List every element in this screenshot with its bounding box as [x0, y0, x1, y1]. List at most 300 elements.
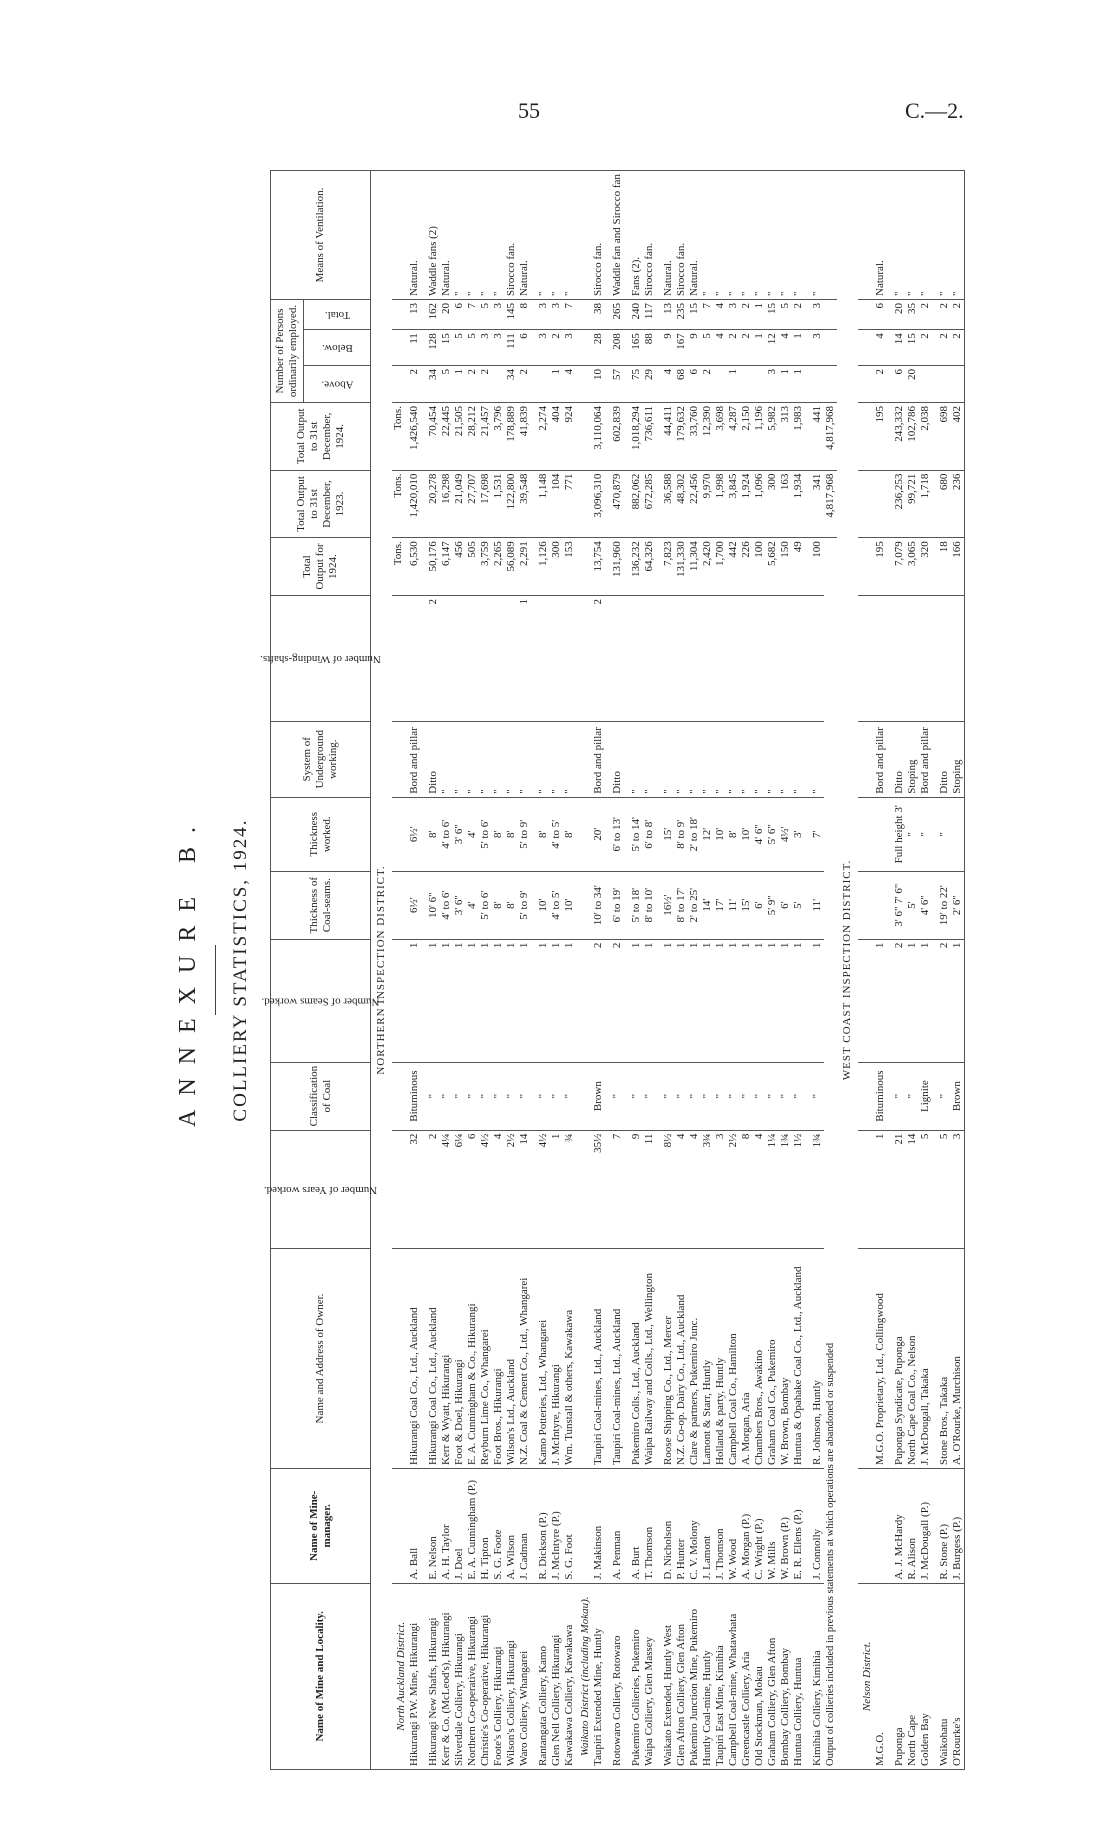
table-cell: 11': [727, 871, 740, 939]
table-cell: North Cape Coal Co., Nelson: [906, 1249, 919, 1469]
district-row: [837, 171, 858, 1770]
table-cell: 4: [753, 1130, 766, 1248]
table-cell: Golden Bay: [919, 1583, 932, 1769]
table-row: [874, 171, 887, 1770]
table-cell: 3: [563, 330, 576, 366]
table-cell: 1: [550, 365, 563, 402]
table-cell: 8': [727, 797, 740, 871]
table-cell: 3: [492, 330, 505, 366]
header-system: System of Underground working.: [271, 721, 371, 797]
table-cell: [874, 595, 887, 721]
table-cell: 8' to 9': [675, 797, 688, 871]
table-cell: [440, 595, 453, 721]
table-cell: 8': [492, 797, 505, 871]
table-cell: ": [537, 721, 550, 797]
table-cell: 33,760: [688, 403, 701, 471]
table-cell: E. A. Cunningham (P.): [466, 1469, 479, 1584]
table-cell: 1: [662, 939, 675, 1062]
table-cell: Bord and pillar: [874, 721, 887, 797]
table-cell: 6' to 13': [611, 797, 624, 871]
table-cell: ": [492, 1062, 505, 1130]
note-row: [824, 171, 837, 1770]
table-cell: 153: [563, 538, 576, 596]
table-row: [440, 171, 453, 1770]
table-cell: 3: [951, 1130, 965, 1248]
table-cell: 300: [550, 538, 563, 596]
table-cell: 10': [714, 797, 727, 871]
table-cell: 2: [919, 330, 932, 366]
table-cell: Wilson's Colliery, Hikurangi: [505, 1583, 518, 1769]
empty-cell: [858, 939, 874, 1062]
table-row: [408, 171, 421, 1770]
table-cell: ": [550, 721, 563, 797]
table-cell: 150: [779, 538, 792, 596]
abandoned-note: Output of collieries included in previous statements at which operations are abandoned or suspended: [824, 538, 837, 1770]
table-cell: Bord and pillar: [408, 721, 421, 797]
table-cell: J. Makinson: [592, 1469, 605, 1584]
table-cell: 6: [518, 330, 531, 366]
table-cell: ": [906, 1062, 919, 1130]
empty-cell: [858, 330, 874, 366]
table-cell: 3: [550, 300, 563, 330]
table-cell: 505: [466, 538, 479, 596]
table-cell: J. Doel: [453, 1469, 466, 1584]
table-cell: 2: [518, 365, 531, 402]
table-cell: 4,287: [727, 403, 740, 471]
subdistrict-label: North Auckland District.: [392, 1583, 408, 1769]
table-cell: ": [893, 171, 906, 300]
table-cell: 163: [779, 470, 792, 538]
table-cell: M.G.O. Proprietary, Ltd., Collingwood: [874, 1249, 887, 1469]
table-cell: 3': [792, 797, 805, 871]
table-cell: 1: [630, 939, 643, 1062]
table-cell: 8½: [662, 1130, 675, 1248]
table-cell: 2: [938, 330, 951, 366]
table-cell: [951, 595, 965, 721]
table-cell: 1: [492, 939, 505, 1062]
subhead-row: [858, 171, 874, 1770]
table-cell: 1: [727, 365, 740, 402]
table-cell: 5' 9": [766, 871, 779, 939]
table-cell: Waro Colliery, Whangarei: [518, 1583, 531, 1769]
table-cell: 1,998: [714, 470, 727, 538]
table-cell: 70,454: [427, 403, 440, 471]
table-row: [893, 171, 906, 1770]
empty-cell: [858, 721, 874, 797]
table-cell: 1: [537, 939, 550, 1062]
table-cell: J. McIntyre (P.): [550, 1469, 563, 1584]
table-cell: 10' to 34': [592, 871, 605, 939]
table-cell: 11,304: [688, 538, 701, 596]
header-seams: [261, 939, 380, 1062]
table-cell: 672,285: [643, 470, 656, 538]
table-cell: 15: [766, 300, 779, 330]
table-cell: 1,934: [792, 470, 805, 538]
table-cell: 122,800: [505, 470, 518, 538]
table-cell: 3: [811, 300, 824, 330]
table-cell: 8': [505, 871, 518, 939]
table-cell: ": [727, 171, 740, 300]
table-cell: 6½': [408, 797, 421, 871]
table-cell: A. Burt: [630, 1469, 643, 1584]
district-title: NORTHERN INSPECTION DISTRICT.: [371, 171, 393, 1770]
table-cell: 15': [740, 871, 753, 939]
table-cell: [479, 595, 492, 721]
empty-cell: [392, 939, 408, 1062]
table-row: [727, 171, 740, 1770]
table-cell: 15: [688, 300, 701, 330]
table-cell: E. R. Ellens (P.): [792, 1469, 805, 1584]
table-row: [662, 171, 675, 1770]
table-cell: Roose Shipping Co., Ltd., Mercer: [662, 1249, 675, 1469]
table-cell: 4½: [479, 1130, 492, 1248]
table-cell: 4: [714, 300, 727, 330]
rotated-sheet: [150, 170, 1110, 1770]
empty-cell: [858, 403, 874, 471]
table-cell: [951, 365, 965, 402]
table-cell: 3,065: [906, 538, 919, 596]
table-cell: ": [505, 721, 518, 797]
table-cell: Stoping: [906, 721, 919, 797]
table-cell: 5: [701, 330, 714, 366]
table-cell: 240: [630, 300, 643, 330]
table-cell: C. V. Molony: [688, 1469, 701, 1584]
table-cell: 1: [779, 365, 792, 402]
table-cell: W. Brown, Bombay: [779, 1249, 792, 1469]
table-cell: 924: [563, 403, 576, 471]
table-cell: 1,148: [537, 470, 550, 538]
table-cell: N.Z. Coal & Cement Co., Ltd., Whangarei: [518, 1249, 531, 1469]
note-output-1923: 4,817,968: [824, 470, 837, 538]
empty-cell: Tons.: [392, 470, 408, 538]
table-cell: 470,879: [611, 470, 624, 538]
table-cell: 2: [919, 300, 932, 330]
table-cell: 15: [906, 330, 919, 366]
table-cell: [675, 595, 688, 721]
table-cell: 2: [592, 595, 605, 721]
table-cell: [688, 595, 701, 721]
table-row: [919, 171, 932, 1770]
table-cell: [740, 595, 753, 721]
table-cell: Graham Colliery, Glen Afton: [766, 1583, 779, 1769]
table-cell: Natural.: [688, 171, 701, 300]
table-cell: 4' to 6': [440, 871, 453, 939]
table-cell: [714, 595, 727, 721]
table-cell: 2: [893, 939, 906, 1062]
table-cell: 20: [906, 365, 919, 402]
header-persons: Number of Persons ordinarily employed.: [271, 300, 304, 403]
table-cell: 1: [701, 939, 714, 1062]
table-cell: 1: [792, 939, 805, 1062]
empty-cell: [858, 1130, 874, 1248]
table-row: [753, 171, 766, 1770]
table-cell: [779, 595, 792, 721]
heading-rule: [215, 945, 216, 1015]
table-cell: 1: [408, 939, 421, 1062]
empty-cell: [392, 1469, 408, 1584]
table-cell: Holland & party, Huntly: [714, 1249, 727, 1469]
table-row: [675, 171, 688, 1770]
table-cell: Taupiri Coal-mines, Ltd., Auckland: [611, 1249, 624, 1469]
table-cell: ": [811, 1062, 824, 1130]
table-cell: Brown: [951, 1062, 965, 1130]
table-cell: 441: [811, 403, 824, 471]
table-cell: 2: [938, 939, 951, 1062]
table-cell: 5: [919, 1130, 932, 1248]
table-cell: 1: [874, 939, 887, 1062]
table-cell: 1,426,540: [408, 403, 421, 471]
table-cell: P. Hunter: [675, 1469, 688, 1584]
table-cell: 4' to 5': [550, 797, 563, 871]
empty-cell: [858, 797, 874, 871]
empty-cell: [392, 797, 408, 871]
table-cell: ": [938, 1062, 951, 1130]
table-cell: Foot Bros., Hikurangi: [492, 1249, 505, 1469]
table-cell: ": [479, 171, 492, 300]
table-cell: 236: [951, 470, 965, 538]
table-cell: 56,089: [505, 538, 518, 596]
header-shafts-label: Number of Winding-shafts.: [260, 652, 381, 665]
table-cell: 1: [550, 939, 563, 1062]
table-cell: 6,147: [440, 538, 453, 596]
header-total: [304, 300, 371, 330]
table-cell: Hikurangi New Shafts, Hikurangi: [427, 1583, 440, 1769]
table-cell: [630, 595, 643, 721]
table-cell: 102,786: [906, 403, 919, 471]
table-cell: 236,253: [893, 470, 906, 538]
table-cell: 3,759: [479, 538, 492, 596]
table-cell: 167: [675, 330, 688, 366]
header-thickness-worked: Thickness worked.: [271, 797, 371, 871]
table-cell: ": [479, 1062, 492, 1130]
table-cell: 5,682: [766, 538, 779, 596]
table-cell: ": [893, 1062, 906, 1130]
table-cell: 1,018,294: [630, 403, 643, 471]
table-cell: 2,038: [919, 403, 932, 471]
table-cell: Kerr & Wyatt, Hikurangi: [440, 1249, 453, 1469]
table-cell: 4: [662, 365, 675, 402]
table-cell: N.Z. Co-op. Dairy Co., Ltd., Auckland: [675, 1249, 688, 1469]
table-cell: 11: [643, 1130, 656, 1248]
table-cell: 2½: [727, 1130, 740, 1248]
table-cell: A. O'Rourke, Murchison: [951, 1249, 965, 1469]
table-cell: J. McIntyre, Hikurangi: [550, 1249, 563, 1469]
table-cell: 1: [688, 939, 701, 1062]
page-number: 55: [518, 98, 540, 123]
empty-cell: [392, 1130, 408, 1248]
table-cell: Sirocco fan.: [675, 171, 688, 300]
table-cell: 2: [951, 330, 965, 366]
table-cell: Rotowaro Colliery, Rotowaro: [611, 1583, 624, 1769]
table-cell: 1: [466, 939, 479, 1062]
table-cell: ": [753, 171, 766, 300]
table-cell: 75: [630, 365, 643, 402]
table-cell: Silverdale Colliery, Hikurangi: [453, 1583, 466, 1769]
table-cell: J. McDougall (P.): [919, 1469, 932, 1584]
table-row: [492, 171, 505, 1770]
table-cell: Natural.: [408, 171, 421, 300]
table-cell: 235: [675, 300, 688, 330]
table-cell: 1: [766, 939, 779, 1062]
table-cell: ": [727, 1062, 740, 1130]
table-cell: 1: [440, 939, 453, 1062]
header-below-label: Below.: [321, 342, 353, 355]
table-cell: ": [701, 171, 714, 300]
table-cell: 9,970: [701, 470, 714, 538]
table-cell: 179,632: [675, 403, 688, 471]
empty-cell: Tons.: [392, 403, 408, 471]
table-cell: 10': [740, 797, 753, 871]
table-cell: ": [466, 171, 479, 300]
table-cell: 14: [893, 330, 906, 366]
table-cell: 3: [537, 330, 550, 366]
table-cell: 12: [766, 330, 779, 366]
table-cell: 300: [766, 470, 779, 538]
table-cell: ": [550, 1062, 563, 1130]
table-cell: ": [938, 171, 951, 300]
table-cell: 2: [611, 939, 624, 1062]
table-cell: Sirocco fan.: [592, 171, 605, 300]
table-cell: 2: [592, 939, 605, 1062]
table-cell: ": [440, 721, 453, 797]
table-cell: 3: [537, 300, 550, 330]
table-cell: 4' to 6': [440, 797, 453, 871]
table-cell: Ditto: [427, 721, 440, 797]
table-cell: [550, 595, 563, 721]
table-cell: 17,698: [479, 470, 492, 538]
table-cell: 1,700: [714, 538, 727, 596]
table-cell: Sirocco fan.: [505, 171, 518, 300]
table-cell: 34: [505, 365, 518, 402]
table-cell: ": [643, 721, 656, 797]
table-cell: 5' to 14': [630, 797, 643, 871]
table-cell: [563, 595, 576, 721]
table-cell: 145: [505, 300, 518, 330]
table-cell: Rantangata Colliery, Kamo: [537, 1583, 550, 1769]
table-cell: A. J. McHardy: [893, 1469, 906, 1584]
table-cell: Hikurangi Coal Co., Ltd., Auckland: [427, 1249, 440, 1469]
table-row: [906, 171, 919, 1770]
table-cell: S. G. Foote: [492, 1469, 505, 1584]
table-cell: 1: [874, 1130, 887, 1248]
table-row: [453, 171, 466, 1770]
empty-cell: [392, 365, 408, 402]
table-row: [537, 171, 550, 1770]
annexure-heading: ANNEXURE B.: [175, 813, 201, 1127]
table-cell: 1: [453, 939, 466, 1062]
table-cell: 5: [938, 1130, 951, 1248]
header-manager: Name of Mine-manager.: [271, 1469, 371, 1584]
table-cell: ": [688, 1062, 701, 1130]
header-years-label: Number of Years worked.: [263, 1183, 378, 1196]
table-cell: 2: [701, 365, 714, 402]
table-cell: ": [811, 171, 824, 300]
colliery-statistics-table: [260, 170, 965, 1770]
table-cell: 5: [479, 300, 492, 330]
table-title: COLLIERY STATISTICS, 1924.: [230, 818, 251, 1122]
table-cell: [938, 595, 951, 721]
table-cell: 1,196: [753, 403, 766, 471]
table-cell: Kimihia Colliery, Kimihia: [811, 1583, 824, 1769]
table-cell: 8' to 17': [675, 871, 688, 939]
empty-cell: [392, 300, 408, 330]
table-cell: H. Tipton: [479, 1469, 492, 1584]
table-cell: Glen Nell Colliery, Hikurangi: [550, 1583, 563, 1769]
header-below: [304, 330, 371, 366]
table-cell: North Cape: [906, 1583, 919, 1769]
empty-cell: [392, 171, 408, 300]
table-cell: ": [766, 721, 779, 797]
table-cell: 4: [874, 330, 887, 366]
table-cell: [408, 595, 421, 721]
table-cell: 100: [811, 538, 824, 596]
table-cell: ": [643, 1062, 656, 1130]
table-cell: Natural.: [440, 171, 453, 300]
table-cell: ": [919, 797, 932, 871]
empty-cell: [392, 1249, 408, 1469]
table-cell: 16,298: [440, 470, 453, 538]
table-cell: ": [701, 721, 714, 797]
table-cell: 3: [766, 365, 779, 402]
table-cell: 2: [951, 300, 965, 330]
table-cell: ": [727, 721, 740, 797]
table-cell: 7: [701, 300, 714, 330]
table-cell: 2' to 18': [688, 797, 701, 871]
table-cell: 2,150: [740, 403, 753, 471]
table-cell: Kawakawa Colliery, Kawakawa: [563, 1583, 576, 1769]
table-cell: 13: [408, 300, 421, 330]
table-cell: 21: [893, 1130, 906, 1248]
table-cell: ": [714, 721, 727, 797]
table-cell: 22,445: [440, 403, 453, 471]
table-cell: Hikurangi P.W. Mine, Hikurangi: [408, 1583, 421, 1769]
table-cell: 736,611: [643, 403, 656, 471]
header-shafts: [260, 595, 381, 721]
table-cell: ": [662, 721, 675, 797]
table-cell: [714, 365, 727, 402]
table-cell: [811, 595, 824, 721]
table-cell: 5' to 6': [479, 871, 492, 939]
table-cell: ¾: [563, 1130, 576, 1248]
table-cell: 12': [701, 797, 714, 871]
table-cell: ": [453, 1062, 466, 1130]
table-cell: ": [466, 1062, 479, 1130]
table-cell: 4½': [779, 797, 792, 871]
empty-cell: [576, 871, 592, 939]
table-cell: ": [919, 171, 932, 300]
note-output-1924: 4,817,968: [824, 403, 837, 471]
table-cell: Fans (2).: [630, 171, 643, 300]
table-cell: 8: [740, 1130, 753, 1248]
header-output-1924: Total Output to 31st December, 1924.: [271, 403, 371, 471]
table-cell: ": [766, 171, 779, 300]
table-cell: 3,698: [714, 403, 727, 471]
header-classification: Classification of Coal: [271, 1062, 371, 1130]
empty-cell: [392, 871, 408, 939]
table-cell: 2: [874, 365, 887, 402]
table-cell: 34: [427, 365, 440, 402]
table-cell: [753, 365, 766, 402]
table-cell: 2: [408, 365, 421, 402]
table-cell: 1: [792, 330, 805, 366]
table-cell: 8' to 10': [643, 871, 656, 939]
table-cell: 10: [592, 365, 605, 402]
empty-cell: [858, 1062, 874, 1130]
table-cell: ": [740, 1062, 753, 1130]
table-cell: [466, 595, 479, 721]
table-cell: 2: [727, 330, 740, 366]
table-cell: Chambers Bros., Awakino: [753, 1249, 766, 1469]
